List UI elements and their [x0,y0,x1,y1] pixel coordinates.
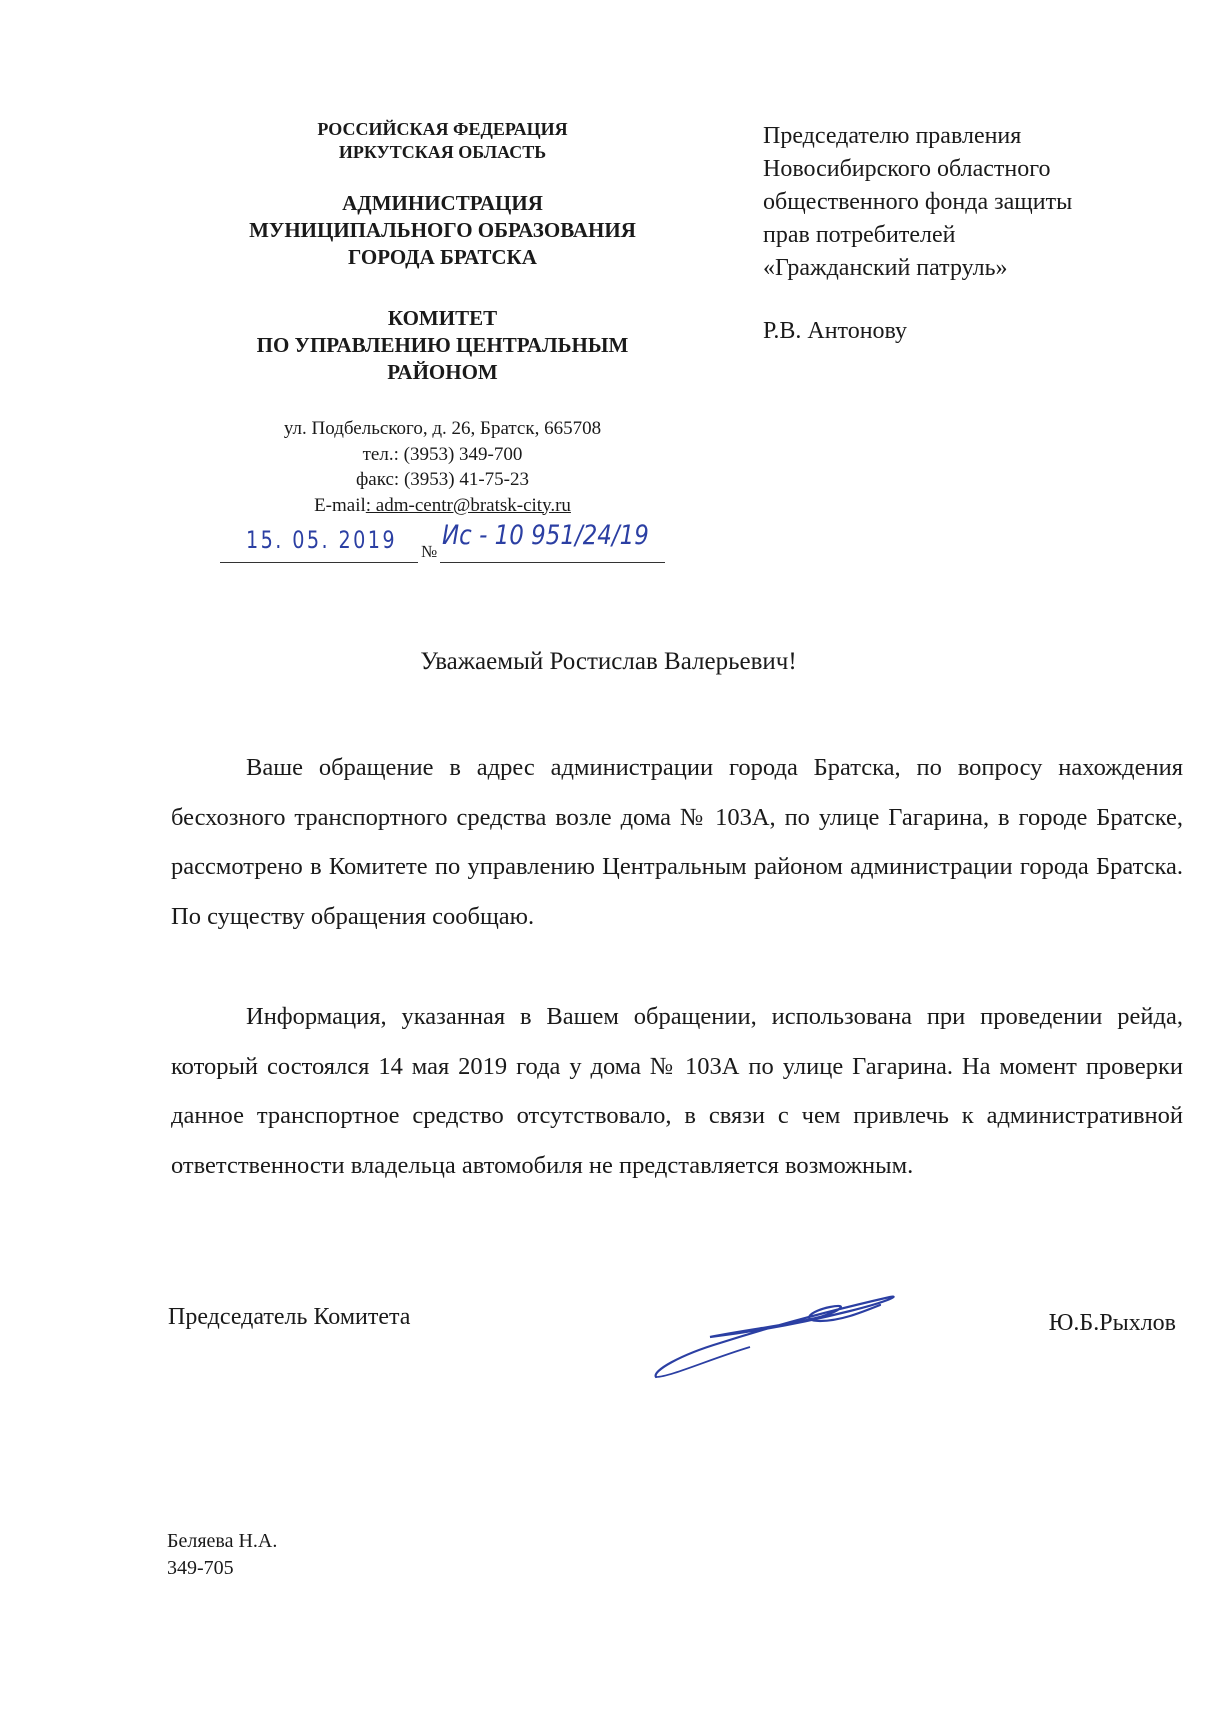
body-paragraph-2 [171,992,1183,1190]
admin-line: ГОРОДА БРАТСКА [348,245,537,269]
number-label: № [421,542,438,561]
committee-line: ПО УПРАВЛЕНИЮ ЦЕНТРАЛЬНЫМ [256,333,629,357]
signatory-name: Ю.Б.Рыхлов [1048,1310,1176,1336]
committee-line: РАЙОНОМ [387,360,498,384]
executor-phone: 349-705 [167,1557,234,1579]
paragraph-text: Ваше обращение в адрес администрации города Братска, по вопросу нахождения бесхозного транспортного средства возле дома № 103А, по улице Гагарина, в городе Братске, рассмотрено в Комитете по управлению Центральным районом администрации города Братска. По существу обращения сообщаю. [171,754,1183,930]
contact-block [190,416,695,518]
recipient-line: общественного фонда защиты [763,189,1073,215]
admin-line: МУНИЦИПАЛЬНОГО ОБРАЗОВАНИЯ [249,218,636,242]
admin-line: АДМИНИСТРАЦИЯ [342,191,543,215]
recipient-line: «Гражданский патруль» [763,255,1008,281]
greeting: Уважаемый Ростислав Валерьевич! [420,648,797,675]
header-committee [190,305,695,386]
email-line [190,493,695,519]
recipient-name: Р.В. Антонову [763,318,908,344]
signatory-position: Председатель Комитета [168,1304,411,1330]
paragraph-text: Информация, указанная в Вашем обращении, использована при проведении рейда, который состоялся 14 мая 2019 года у дома № 103А по улице Гагарина. На момент проверки данное транспортное средство отсутствовало, в связи с чем привлечь к административной ответственности владельца автомобиля не представляется возможным. [171,1003,1183,1179]
email-label: E-mail [314,494,366,516]
handwritten-signature [650,1285,900,1385]
recipient-line: Председателю правления [763,123,1022,149]
registration-number: Ис - 10 951/24/19 [442,520,649,551]
recipient-line: прав потребителей [763,222,956,248]
body-paragraph-1 [171,743,1183,941]
registration-line [220,520,680,565]
recipient-line: Новосибирского областного [763,156,1051,182]
header-country [190,118,695,164]
header-administration [190,190,695,271]
number-underline [440,562,665,563]
region-line: ИРКУТСКАЯ ОБЛАСТЬ [338,142,547,162]
executor-block [167,1528,277,1582]
recipient-block [763,120,1072,285]
fax: факс: (3953) 41-75-23 [355,469,530,490]
address: ул. Подбельского, д. 26, Братск, 665708 [283,418,602,439]
date-underline [220,562,418,563]
email-link[interactable]: : adm-centr@bratsk-city.ru [365,494,571,516]
committee-line: КОМИТЕТ [387,306,498,330]
phone: тел.: (3953) 349-700 [362,443,523,465]
executor-name: Беляева Н.А. [167,1530,278,1552]
country-line: РОССИЙСКАЯ ФЕДЕРАЦИЯ [317,119,568,139]
date-stamp: 15. 05. 2019 [246,526,397,554]
